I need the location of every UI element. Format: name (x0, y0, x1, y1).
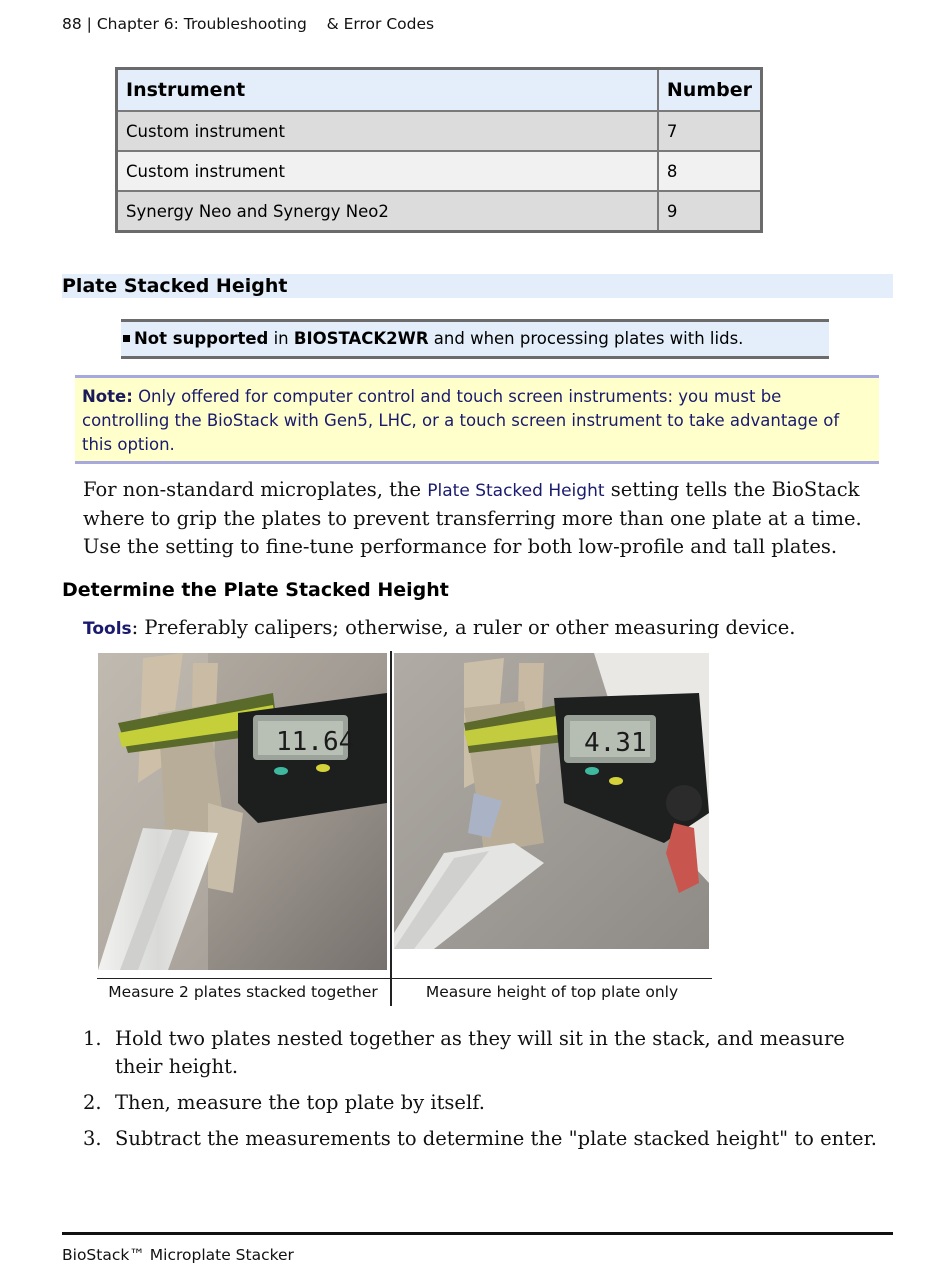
tools-line (83, 614, 883, 643)
step-text: Subtract the measurements to determine the "plate stacked height" to enter. (115, 1127, 877, 1150)
page-header (62, 15, 434, 33)
steps-list (83, 1025, 883, 1161)
caption-top-plate: Measure height of top plate only (425, 983, 679, 1001)
chapter-title: Chapter 6: Troubleshooting (96, 15, 307, 33)
cell-number: 8 (658, 151, 762, 191)
step-text: Then, measure the top plate by itself. (115, 1091, 485, 1114)
chapter-title-suffix: & Error Codes (326, 15, 435, 33)
caliper-readout-left: 11.64 (276, 727, 355, 757)
page-number: 88 (62, 15, 82, 33)
subsection-heading: Determine the Plate Stacked Height (62, 579, 449, 601)
step-number: 3. (83, 1127, 102, 1150)
cell-number: 9 (658, 191, 762, 232)
header-separator: | (86, 15, 92, 33)
list-item (83, 1025, 883, 1081)
step-number: 2. (83, 1091, 102, 1114)
list-item (83, 1125, 883, 1153)
model-name: BIOSTACK2WR (293, 329, 429, 348)
note-box (75, 375, 879, 464)
note-label: Note: (82, 387, 133, 406)
table-row (117, 151, 762, 191)
figure-divider-horizontal (97, 978, 712, 979)
step-number: 1. (83, 1027, 102, 1050)
caption-two-plates: Measure 2 plates stacked together (108, 983, 378, 1001)
cell-number: 7 (658, 111, 762, 151)
support-notice (121, 319, 829, 359)
paragraph-pre: For non-standard microplates, the (83, 478, 428, 501)
footer-rule (62, 1232, 893, 1235)
support-text-2: and when processing plates with lids. (428, 329, 744, 348)
tools-text: : Preferably calipers; otherwise, a ruler or other measuring device. (131, 616, 796, 639)
cell-instrument: Synergy Neo and Synergy Neo2 (117, 191, 658, 232)
cell-instrument: Custom instrument (117, 111, 658, 151)
table-header-row (117, 69, 762, 112)
column-header-instrument: Instrument (117, 69, 658, 112)
square-bullet-icon (123, 335, 130, 342)
description-paragraph (83, 476, 883, 561)
photo-top-plate (394, 653, 709, 949)
note-text: Only offered for computer control and touch screen instruments: you must be controlling the BioStack with Gen5, LHC, or a touch screen instrument to take advantage of this option. (82, 387, 840, 454)
cell-instrument: Custom instrument (117, 151, 658, 191)
table-row (117, 191, 762, 232)
table-row (117, 111, 762, 151)
support-text-1: in (268, 329, 294, 348)
step-text: Hold two plates nested together as they will sit in the stack, and measure their height. (115, 1027, 845, 1078)
figure-divider-vertical (390, 651, 392, 1006)
tools-label: Tools (83, 619, 132, 639)
list-item (83, 1089, 883, 1117)
column-header-number: Number (658, 69, 762, 112)
instrument-table (115, 67, 763, 233)
paragraph-post: setting tells the BioStack where to grip the plates to prevent transferring more than one plate at a time. Use the setting to fine-tune performance for both low-profile and tall plates. (83, 478, 862, 558)
page-footer: BioStack™ Microplate Stacker (62, 1246, 294, 1264)
section-heading: Plate Stacked Height (62, 274, 893, 298)
setting-name: Plate Stacked Height (427, 481, 605, 501)
photo-two-plates (98, 653, 387, 970)
not-supported-label: Not supported (134, 329, 269, 348)
caliper-readout-right: 4.31 (584, 728, 647, 758)
